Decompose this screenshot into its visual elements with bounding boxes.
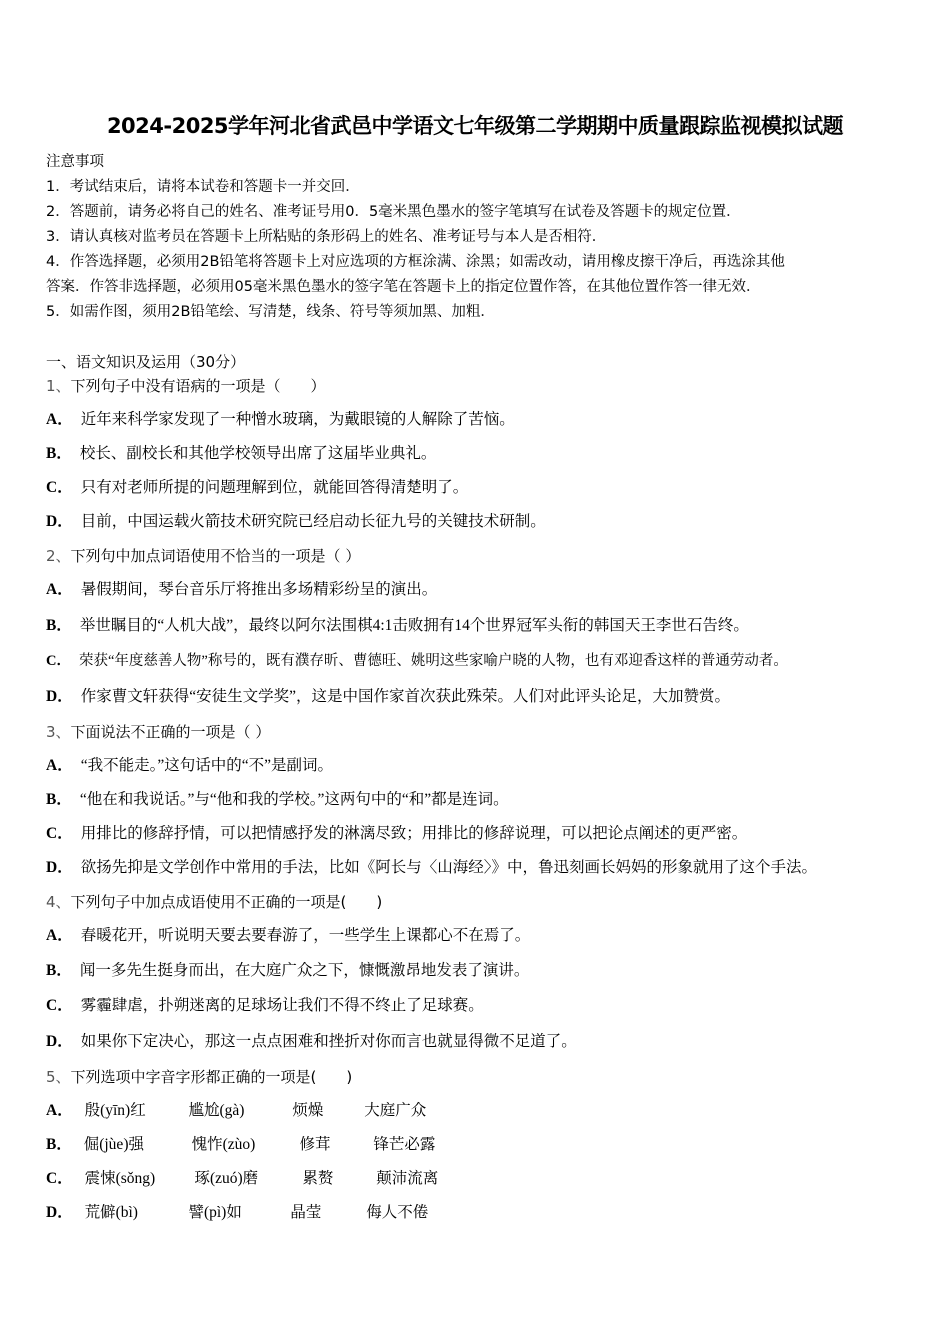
option-cell: 荒僻(bì) <box>84 1204 138 1221</box>
notice-item: 1．考试结束后，请将本试卷和答题卡一并交回． <box>46 179 360 195</box>
option-text: 只有对老师所提的问题理解到位，就能回答得清楚明了。 <box>80 479 469 496</box>
option-text: “我不能走。”这句话中的“不”是副词。 <box>80 757 333 774</box>
option <box>46 444 436 464</box>
option-text: 作家曹文轩获得“安徒生文学奖”，这是中国作家首次获此殊荣。人们对此评头论足，大加赞赏。 <box>80 688 730 705</box>
option-letter: C． <box>46 825 73 842</box>
option-cell: 晶莹 <box>290 1204 322 1221</box>
question-stem <box>46 722 270 742</box>
option <box>46 961 529 981</box>
option-letter: A． <box>46 411 73 428</box>
option <box>46 996 484 1016</box>
notice-item: 5．如需作图，须用2B铅笔绘、写清楚，线条、符号等须加黑、加粗． <box>46 304 495 320</box>
option-text: 校长、副校长和其他学校领导出席了这届毕业典礼。 <box>79 445 437 462</box>
option <box>46 478 468 498</box>
option-text: 目前，中国运载火箭技术研究院已经启动长征九号的关键技术研制。 <box>80 513 546 530</box>
option-cell: 愧怍(zùo) <box>191 1136 256 1153</box>
option-letter: B． <box>46 791 72 808</box>
option-text: 雾霾肆虐，扑朔迷离的足球场让我们不得不终止了足球赛。 <box>80 997 484 1014</box>
option-letter: A． <box>46 757 73 774</box>
option-letter: B． <box>46 617 72 634</box>
option-cell: 烦燥 <box>292 1102 324 1119</box>
option-letter: C． <box>46 997 73 1014</box>
question-text: 下列句中加点词语使用不恰当的一项是（ ） <box>70 547 361 565</box>
option <box>46 410 515 430</box>
question-number: 3、 <box>46 723 71 741</box>
option-letter: C． <box>46 653 71 669</box>
option <box>46 651 788 671</box>
question-text: 下面说法不正确的一项是（ ） <box>70 723 271 741</box>
option-cell: 大庭广众 <box>364 1102 427 1119</box>
option <box>46 1203 428 1223</box>
option-cell: 累赘 <box>302 1170 334 1187</box>
notice-item: 2．答题前，请务必将自己的姓名、准考证号用0．5毫米黑色墨水的签字笔填写在试卷及答题卡的规定位置． <box>46 204 741 220</box>
document-title: 2024-2025学年河北省武邑中学语文七年级第二学期期中质量跟踪监视模拟试题 <box>106 114 844 138</box>
option <box>46 926 530 946</box>
question-stem <box>46 1067 352 1087</box>
option <box>46 790 509 810</box>
option-text: 近年来科学家发现了一种憎水玻璃，为戴眼镜的人解除了苦恼。 <box>80 411 515 428</box>
option-text: 欲扬先抑是文学创作中常用的手法，比如《阿长与〈山海经〉》中，鲁迅刻画长妈妈的形象就用了这个手法。 <box>80 859 817 876</box>
option-cell: 殷(yīn)红 <box>84 1102 146 1119</box>
option-letter: B． <box>46 445 72 462</box>
question-number: 1、 <box>46 377 71 395</box>
question-number: 2、 <box>46 547 71 565</box>
question-text: 下列句子中没有语病的一项是（ ） <box>70 377 326 395</box>
option-cell: 倔(jùe)强 <box>83 1136 144 1153</box>
option-text: 春暖花开，听说明天要去要春游了，一些学生上课都心不在焉了。 <box>80 927 531 944</box>
question-stem <box>46 376 326 396</box>
question-stem <box>46 892 382 912</box>
option <box>46 824 747 844</box>
notice-item: 4．作答选择题，必须用2B铅笔将答题卡上对应选项的方框涂满、涂黑；如需改动，请用橡皮擦干净后，再选涂其他 <box>46 254 785 270</box>
question-text: 下列句子中加点成语使用不正确的一项是( ) <box>70 893 383 911</box>
option-cell: 颠沛流离 <box>376 1170 439 1187</box>
option-letter: D． <box>46 859 73 876</box>
option-cell: 侮人不倦 <box>366 1204 429 1221</box>
option-cell: 震悚(sǒng) <box>84 1170 156 1187</box>
option <box>46 687 730 707</box>
option <box>46 580 437 600</box>
option-letter: C． <box>46 1170 73 1187</box>
option-text: 荣获“年度慈善人物”称号的，既有濮存昕、曹德旺、姚明这些家喻户晓的人物，也有邓迎香这样的普通劳动者。 <box>78 653 788 669</box>
question-number: 4、 <box>46 893 71 911</box>
option <box>46 858 817 878</box>
option-letter: A． <box>46 1102 73 1119</box>
notice-item: 答案．作答非选择题，必须用05毫米黑色墨水的签字笔在答题卡上的指定位置作答，在其他位置作答一律无效． <box>46 279 761 295</box>
option <box>46 756 333 776</box>
option-cell: 琢(zuó)磨 <box>194 1170 259 1187</box>
option-cell: 修茸 <box>299 1136 331 1153</box>
option-text: 暑假期间，琴台音乐厅将推出多场精彩纷呈的演出。 <box>80 581 438 598</box>
notice-heading: 注意事项 <box>46 154 104 170</box>
option-letter: B． <box>46 962 72 979</box>
section-heading: 一、语文知识及运用（30分） <box>46 353 246 371</box>
option-letter: A． <box>46 581 73 598</box>
option-text: “他在和我说话。”与“他和我的学校。”这两句中的“和”都是连词。 <box>79 791 509 808</box>
notice-item: 3．请认真核对监考员在答题卡上所粘贴的条形码上的姓名、准考证号与本人是否相符． <box>46 229 607 245</box>
option <box>46 1135 435 1155</box>
option-letter: D． <box>46 513 73 530</box>
option <box>46 616 749 636</box>
option <box>46 512 546 532</box>
option-cell: 尴尬(gà) <box>188 1102 245 1119</box>
option-text: 用排比的修辞抒情，可以把情感抒发的淋漓尽致；用排比的修辞说理，可以把论点阐述的更严密。 <box>80 825 748 842</box>
option <box>46 1101 426 1121</box>
option-letter: D． <box>46 688 73 705</box>
option-text: 如果你下定决心，那这一点点困难和挫折对你而言也就显得微不足道了。 <box>80 1033 577 1050</box>
question-text: 下列选项中字音字形都正确的一项是( ) <box>70 1068 353 1086</box>
option-cell: 譬(pì)如 <box>188 1204 242 1221</box>
option-letter: B． <box>46 1136 72 1153</box>
option <box>46 1032 577 1052</box>
question-stem <box>46 546 360 566</box>
option <box>46 1169 438 1189</box>
option-letter: C． <box>46 479 73 496</box>
option-letter: A． <box>46 927 73 944</box>
option-text: 闻一多先生挺身而出，在大庭广众之下，慷慨激昂地发表了演讲。 <box>79 962 530 979</box>
question-number: 5、 <box>46 1068 71 1086</box>
option-text: 举世瞩目的“人机大战”，最终以阿尔法围棋4:1击败拥有14个世界冠军头衔的韩国天王李世石告终。 <box>79 617 749 634</box>
option-cell: 锋芒必露 <box>373 1136 436 1153</box>
option-letter: D． <box>46 1033 73 1050</box>
option-letter: D． <box>46 1204 73 1221</box>
